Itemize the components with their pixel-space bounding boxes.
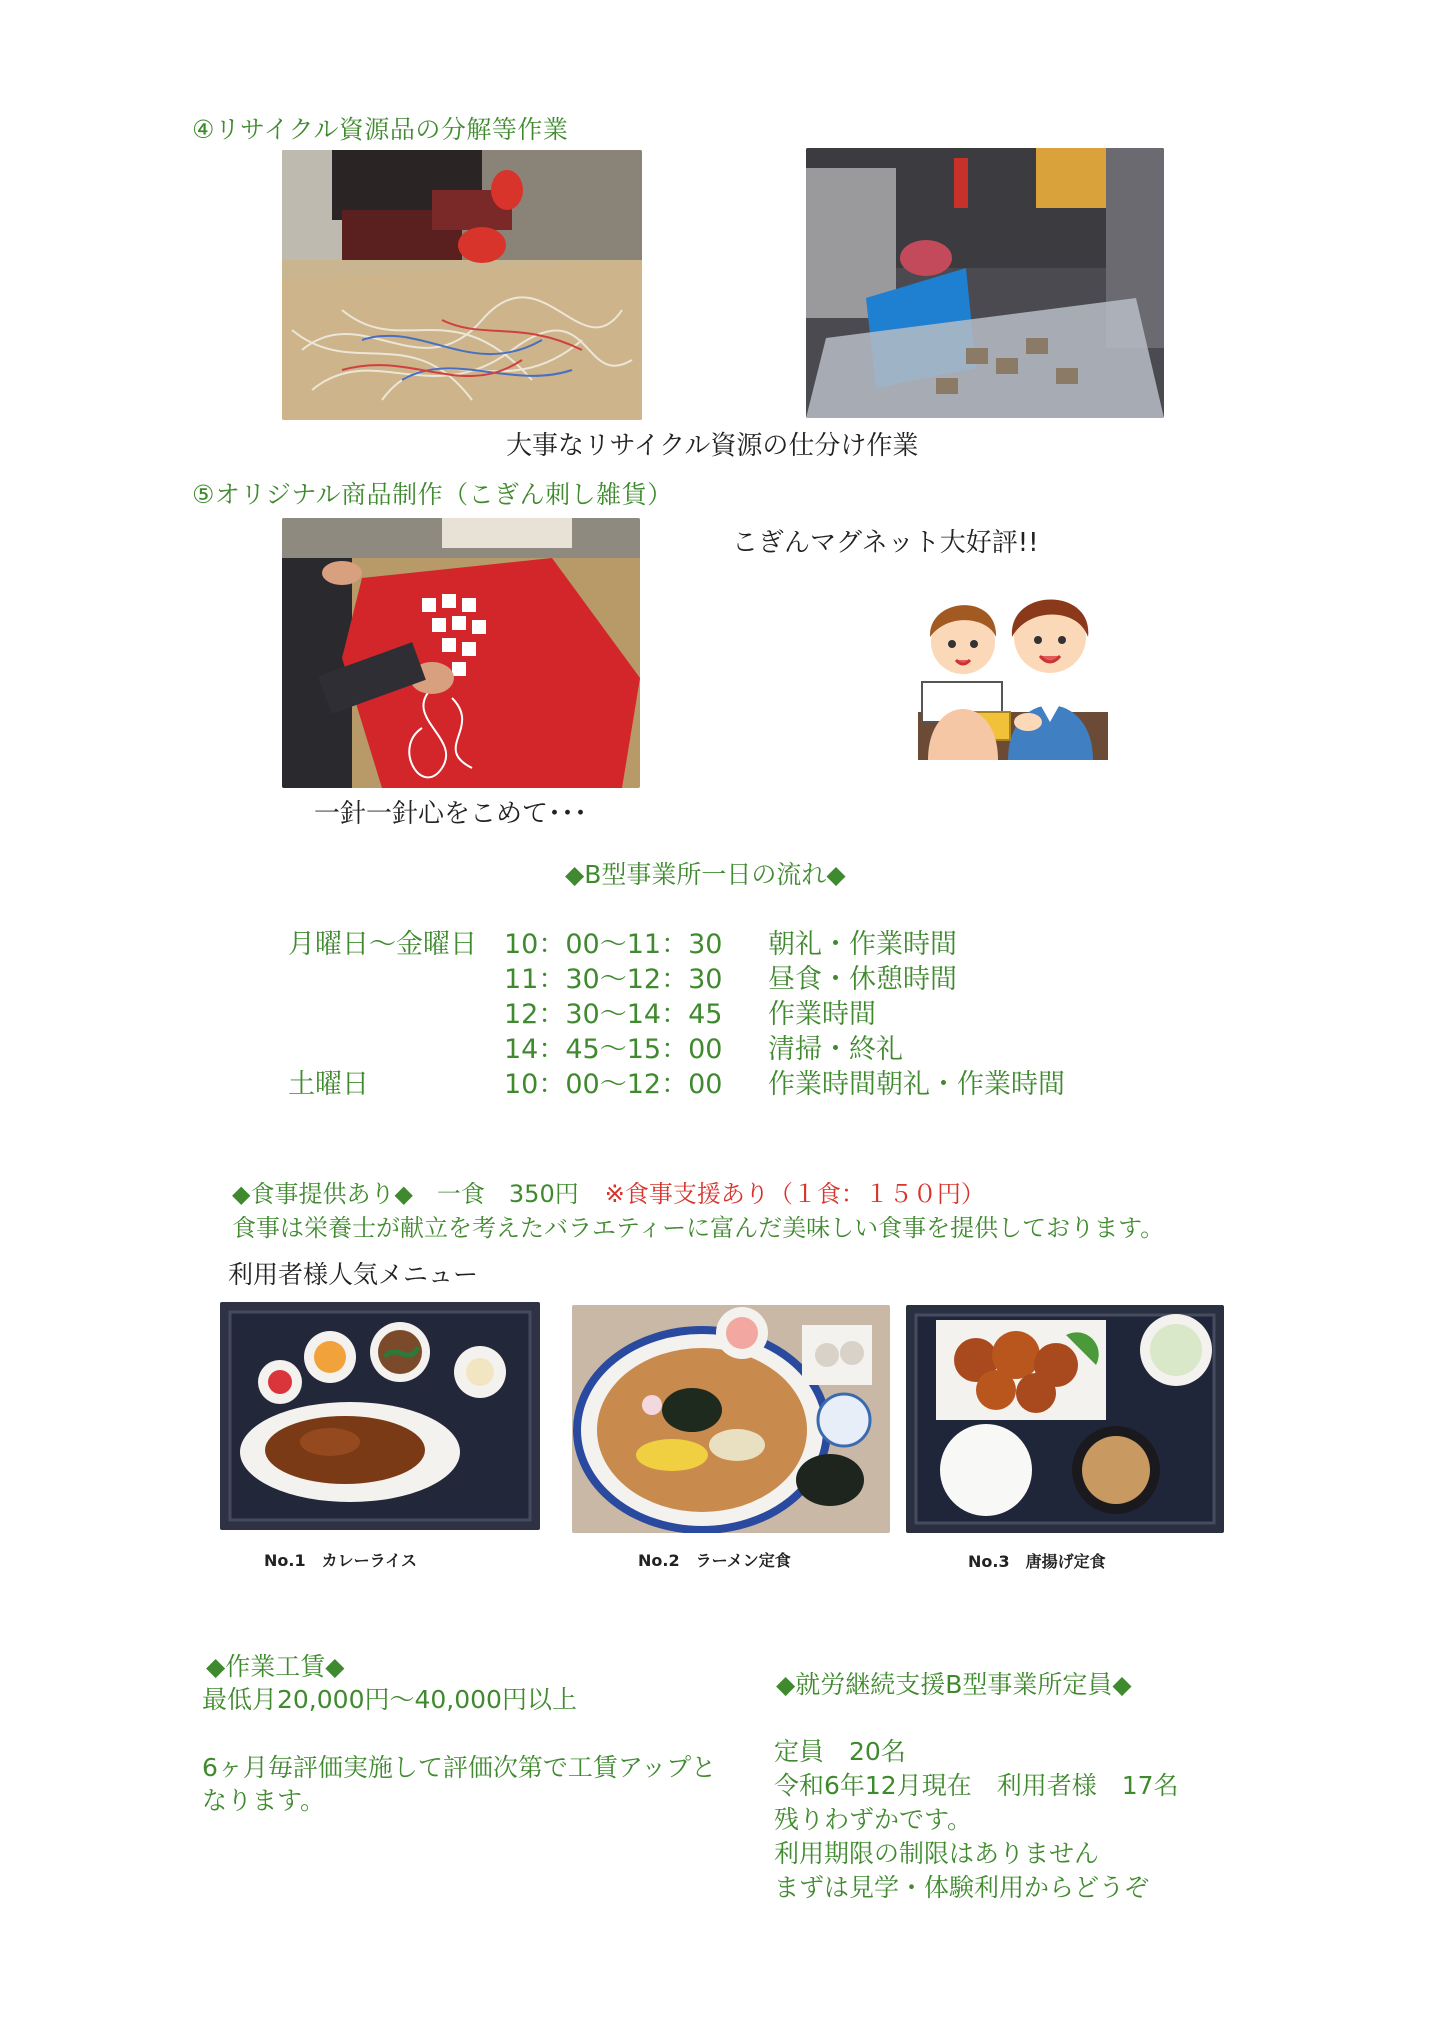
section5-caption-right: こぎんマグネット大好評!! — [732, 528, 1039, 558]
schedule-time: 10：00～12：00 — [504, 1069, 723, 1100]
wage-range: 最低月20,000円～40,000円以上 — [202, 1685, 577, 1714]
capacity-title: ◆就労継続支援B型事業所定員◆ — [776, 1670, 1132, 1699]
schedule-time: 11：30～12：30 — [504, 964, 723, 995]
capacity-line: 令和6年12月現在 利用者様 17名 — [774, 1771, 1179, 1800]
schedule-activity: 清掃・終礼 — [768, 1034, 903, 1065]
photo-recycle-cable-sorting — [282, 150, 642, 420]
schedule-title: ◆B型事業所一日の流れ◆ — [565, 860, 846, 889]
wage-title: ◆作業工賃◆ — [206, 1652, 345, 1681]
capacity-line: 残りわずかです。 — [774, 1805, 973, 1834]
schedule-time: 10：00～11：30 — [504, 929, 723, 960]
menu-label-1: No.1 カレーライス — [264, 1551, 417, 1570]
schedule-activity: 作業時間 — [768, 999, 876, 1030]
section4-title: ④リサイクル資源品の分解等作業 — [192, 115, 569, 144]
meal-description: 食事は栄養士が献立を考えたバラエティーに富んだ美味しい食事を提供しております。 — [232, 1214, 1165, 1242]
section4-caption: 大事なリサイクル資源の仕分け作業 — [506, 431, 919, 461]
meal-support-note: ※食事支援あり（１食：１５０円） — [604, 1180, 985, 1208]
capacity-line: 利用期限の制限はありません — [774, 1839, 1100, 1868]
meal-heading: ◆食事提供あり◆ 一食 350円 — [232, 1180, 579, 1208]
schedule-day: 土曜日 — [288, 1069, 369, 1100]
wage-note-line2: なります。 — [202, 1786, 326, 1815]
menu-label-3: No.3 唐揚げ定食 — [968, 1552, 1106, 1571]
photo-recycle-material-sorting — [806, 148, 1164, 418]
schedule-time: 12：30～14：45 — [504, 999, 723, 1030]
schedule-activity: 朝礼・作業時間 — [768, 929, 957, 960]
photo-kogin-embroidery — [282, 518, 640, 788]
meal-heading-line — [232, 1174, 985, 1209]
schedule-day: 月曜日～金曜日 — [288, 929, 477, 960]
photo-ramen-set — [572, 1305, 890, 1533]
photo-curry-rice — [220, 1302, 540, 1530]
menu-label-2: No.2 ラーメン定食 — [638, 1551, 791, 1570]
schedule-activity: 作業時間朝礼・作業時間 — [768, 1069, 1065, 1100]
section5-caption-left: 一針一針心をこめて･･･ — [314, 799, 588, 829]
kogin-magnet-illustration — [918, 582, 1108, 760]
wage-note-line1: 6ヶ月毎評価実施して評価次第で工賃アップと — [202, 1753, 717, 1782]
section5-title: ⑤オリジナル商品制作（こぎん刺し雑貨） — [192, 480, 673, 509]
capacity-line: まずは見学・体験利用からどうぞ — [774, 1873, 1150, 1902]
capacity-line: 定員 20名 — [774, 1737, 906, 1766]
photo-karaage-set — [906, 1305, 1224, 1533]
schedule-time: 14：45～15：00 — [504, 1034, 723, 1065]
menu-title: 利用者様人気メニュー — [228, 1260, 479, 1289]
schedule-activity: 昼食・休憩時間 — [768, 964, 957, 995]
